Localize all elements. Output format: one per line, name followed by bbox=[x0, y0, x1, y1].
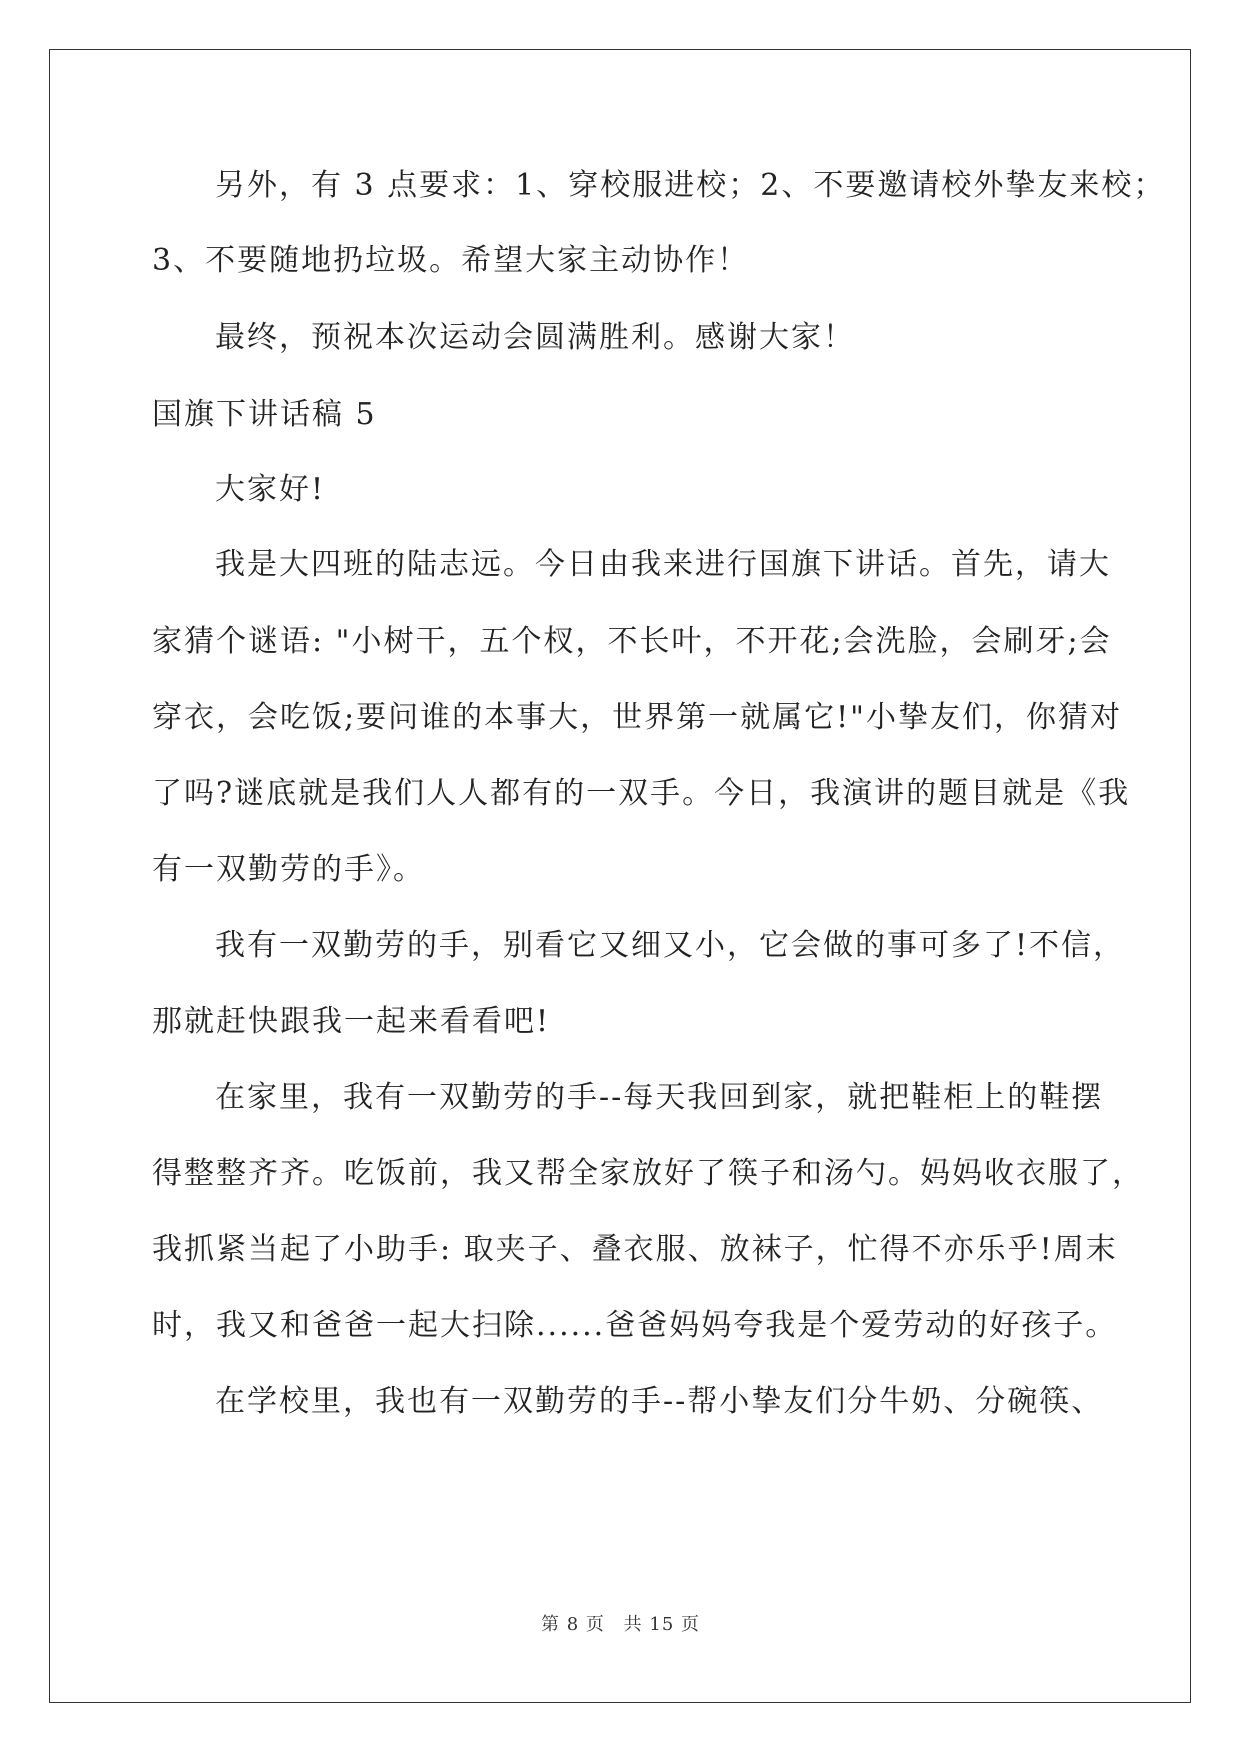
section-heading: 国旗下讲话稿 5 bbox=[152, 397, 377, 432]
paragraph-line: 在家里，我有一双勤劳的手--每天我回到家，就把鞋柜上的鞋摆 bbox=[215, 1080, 1104, 1115]
paragraph-line: 家猜个谜语: "小树干，五个杈，不长叶，不开花;会洗脸，会刷牙;会 bbox=[152, 624, 1112, 659]
paragraph-line: 3、不要随地扔垃圾。希望大家主动协作！ bbox=[152, 243, 750, 278]
paragraph-line: 了吗?谜底就是我们人人都有的一双手。今日，我演讲的题目就是《我 bbox=[152, 776, 1131, 811]
page-footer bbox=[0, 1610, 1241, 1636]
paragraph-line: 那就赶快跟我一起来看看吧! bbox=[152, 1004, 551, 1039]
paragraph-line: 我有一双勤劳的手，别看它又细又小，它会做的事可多了!不信， bbox=[215, 928, 1126, 963]
paragraph-line: 另外，有 3 点要求：1、穿校服进校；2、不要邀请校外挚友来校； bbox=[215, 168, 1166, 203]
paragraph-line: 大家好! bbox=[215, 472, 326, 507]
paragraph-line: 我是大四班的陆志远。今日由我来进行国旗下讲话。首先，请大 bbox=[215, 547, 1111, 582]
paragraph-line: 在学校里，我也有一双勤劳的手--帮小挚友们分牛奶、分碗筷、 bbox=[215, 1384, 1104, 1419]
paragraph-line: 我抓紧当起了小助手: 取夹子、叠衣服、放袜子，忙得不亦乐乎!周末 bbox=[152, 1232, 1118, 1267]
paragraph-line: 穿衣，会吃饭;要问谁的本事大，世界第一就属它!"小挚友们，你猜对 bbox=[152, 700, 1122, 735]
paragraph-line: 有一双勤劳的手》。 bbox=[152, 852, 425, 887]
page-total: 共 15 页 bbox=[623, 1614, 700, 1635]
page-number: 第 8 页 bbox=[541, 1614, 605, 1635]
paragraph-line: 得整整齐齐。吃饭前，我又帮全家放好了筷子和汤勺。妈妈收衣服了， bbox=[152, 1156, 1144, 1191]
paragraph-line: 最终，预祝本次运动会圆满胜利。感谢大家！ bbox=[215, 320, 855, 355]
paragraph-line: 时，我又和爸爸一起大扫除......爸爸妈妈夸我是个爱劳动的好孩子。 bbox=[152, 1308, 1118, 1343]
